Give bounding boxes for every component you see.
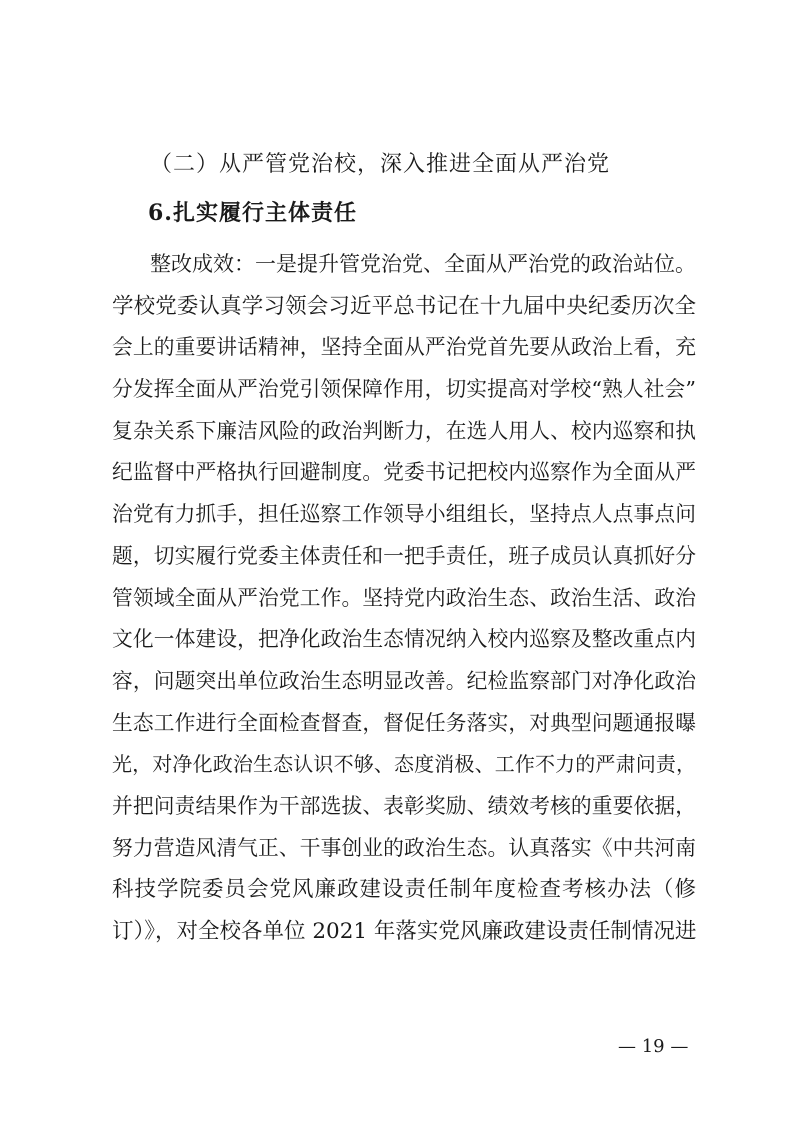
paragraph-line: 学校党委认真学习领会习近平总书记在十九届中央纪委历次全 <box>112 293 696 319</box>
paragraph-line: 分发挥全面从严治党引领保障作用，切实提高对学校“熟人社会” <box>112 377 696 402</box>
paragraph-line: 订）》，对全校各单位 2021 年落实党风廉政建设责任制情况进 <box>112 919 697 944</box>
sub-heading: 6.扎实履行主体责任 <box>148 200 357 226</box>
paragraph-line: 纪监督中严格执行回避制度。党委书记把校内巡察作为全面从严 <box>112 460 696 485</box>
paragraph-line: 并把问责结果作为干部选拔、表彰奖励、绩效考核的重要依据， <box>112 793 696 818</box>
section-heading: （二）从严管党治校，深入推进全面从严治党 <box>150 152 611 177</box>
paragraph-line: 容，问题突出单位政治生态明显改善。纪检监察部门对净化政治 <box>112 668 696 693</box>
paragraph-line: 科技学院委员会党风廉政建设责任制年度检查考核办法（修 <box>112 877 696 903</box>
paragraph-line: 会上的重要讲话精神，坚持全面从严治党首先要从政治上看，充 <box>112 335 696 360</box>
paragraph-line: 生态工作进行全面检查督查，督促任务落实，对典型问题通报曝 <box>112 710 696 735</box>
paragraph-line: 复杂关系下廉洁风险的政治判断力，在选人用人、校内巡察和执 <box>112 418 696 443</box>
paragraph-line: 题，切实履行党委主体责任和一把手责任，班子成员认真抓好分 <box>112 543 696 568</box>
paragraph-line: 整改成效：一是提升管党治党、全面从严治党的政治站位。 <box>150 252 696 276</box>
page-number: — 19 — <box>618 1036 689 1057</box>
body-paragraph <box>112 244 696 953</box>
paragraph-line: 努力营造风清气正、干事创业的政治生态。认真落实《中共河南 <box>112 835 696 860</box>
paragraph-line: 光，对净化政治生态认识不够、态度消极、工作不力的严肃问责， <box>112 752 696 777</box>
paragraph-line: 文化一体建设，把净化政治生态情况纳入校内巡察及整改重点内 <box>112 627 696 652</box>
paragraph-line: 管领域全面从严治党工作。坚持党内政治生态、政治生活、政治 <box>112 585 696 610</box>
paragraph-line: 治党有力抓手，担任巡察工作领导小组组长，坚持点人点事点问 <box>112 502 696 527</box>
